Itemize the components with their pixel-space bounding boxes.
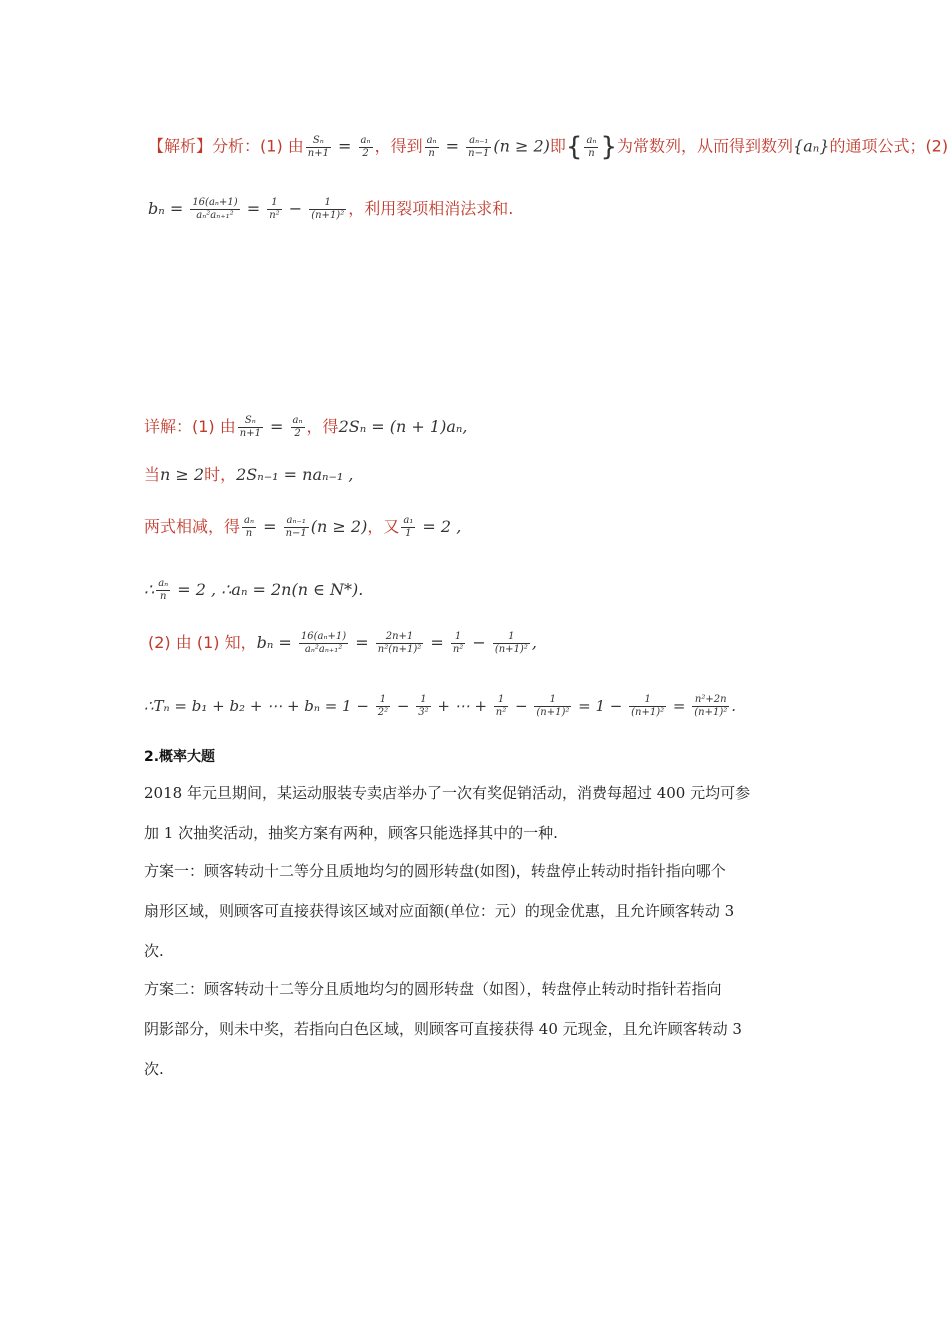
text: 的通项公式；(2) [829, 136, 949, 156]
fraction [306, 135, 331, 160]
numerator: 1 [493, 631, 530, 644]
fraction [359, 135, 373, 160]
numerator: Sₙ [238, 415, 263, 428]
denominator: n [428, 147, 435, 159]
fraction [584, 135, 598, 160]
equals: = [264, 417, 289, 436]
text: 即 [549, 136, 566, 156]
fraction [156, 578, 170, 603]
fraction [284, 515, 309, 540]
therefore-symbol: ∴ [144, 580, 155, 599]
solution-line-1 [144, 414, 467, 440]
denominator: aₙ²aₙ₊₁² [304, 644, 343, 655]
denominator: n²(n+1)² [377, 644, 422, 655]
fraction [309, 197, 346, 222]
paragraph-line: 加 1 次抽奖活动，抽奖方案有两种，顾客只能选择其中的一种. [144, 824, 558, 842]
denominator: n [159, 591, 167, 602]
denominator: 2² [377, 707, 389, 718]
fraction [534, 694, 571, 719]
numerator: Sₙ [306, 135, 331, 148]
fraction [376, 694, 390, 719]
formula: = 2 , ∴aₙ = 2n(n ∈ N*). [172, 580, 364, 599]
solution-line-2 [144, 462, 354, 485]
fraction [291, 415, 305, 440]
fraction [242, 515, 256, 540]
numerator: 1 [416, 694, 430, 707]
text: ，得 [306, 417, 339, 436]
paragraph-line: 次. [144, 1060, 164, 1078]
denominator: 2 [362, 147, 369, 159]
numerator: aₙ [426, 134, 437, 146]
text: 当 [144, 465, 161, 484]
fraction [401, 515, 415, 540]
minus: − [510, 697, 533, 715]
left-brace-icon: { [565, 132, 583, 162]
denominator: (n+1)² [694, 707, 728, 718]
text: ，得到 [374, 136, 423, 156]
denominator: n−1 [285, 528, 307, 539]
equals: = [332, 136, 357, 156]
minus: − [467, 633, 491, 652]
fraction [376, 631, 423, 656]
formula: 2Sₙ = (n + 1)aₙ, [338, 417, 468, 436]
denominator: 1 [405, 528, 412, 539]
fraction [299, 631, 348, 656]
solution-line-5 [148, 630, 537, 656]
formula-lhs: bₙ = [256, 633, 297, 652]
formula: = 1 − [573, 697, 628, 715]
fraction [451, 631, 465, 656]
numerator: aₙ [244, 515, 255, 526]
numerator: 2n+1 [376, 631, 423, 644]
formula: + ⋯ + [432, 697, 492, 715]
fraction [267, 197, 281, 222]
denominator: n² [452, 644, 464, 655]
denominator: (n+1)² [494, 644, 528, 655]
text: ，又 [367, 517, 400, 536]
paragraph-line: 方案一：顾客转动十二等分且质地均匀的圆形转盘(如图)，转盘停止转动时指针指向哪个 [144, 862, 726, 880]
denominator: (n+1)² [311, 210, 345, 221]
denominator: n+1 [239, 428, 261, 439]
fraction [416, 694, 430, 719]
fraction [493, 631, 530, 656]
analysis-line-1 [148, 132, 948, 162]
denominator: n² [269, 210, 280, 221]
text: 时， [204, 465, 237, 484]
denominator: n² [495, 707, 507, 718]
denominator: (n+1)² [536, 707, 570, 718]
analysis-line-2 [148, 196, 513, 222]
text: ，利用裂项相消法求和. [348, 199, 514, 218]
denominator: n [588, 147, 595, 159]
formula: 2Sₙ₋₁ = naₙ₋₁ , [236, 465, 354, 484]
fraction [425, 135, 439, 160]
analysis-tag: 【解析】 [148, 136, 213, 156]
text: (2) 由 (1) 知， [148, 633, 257, 652]
fraction [692, 694, 729, 719]
formula: ∴Tₙ = b₁ + b₂ + ⋯ + bₙ = 1 − [144, 697, 374, 715]
equals: = [440, 136, 465, 156]
minus: − [283, 199, 308, 218]
denominator: n [245, 528, 253, 539]
denominator: 3² [418, 707, 429, 718]
denominator: 2 [294, 428, 301, 439]
numerator: 1 [629, 694, 666, 707]
solution-line-3 [144, 514, 461, 540]
numerator: aₙ₋₁ [466, 135, 491, 148]
text: 分析：(1) 由 [212, 136, 304, 156]
paragraph-line: 2018 年元旦期间，某运动服装专卖店举办了一次有奖促销活动，消费每超过 400 元均可参 [144, 784, 751, 802]
numerator: aₙ₋₁ [284, 515, 309, 528]
numerator: 16(aₙ+1) [300, 631, 347, 642]
numerator: aₙ [586, 134, 597, 146]
solution-line-6 [144, 694, 736, 719]
text: 详解：(1) 由 [144, 417, 236, 436]
fraction [629, 694, 666, 719]
denominator: n−1 [468, 147, 490, 159]
condition: (n ≥ 2) [310, 517, 368, 536]
paragraph-line: 方案二：顾客转动十二等分且质地均匀的圆形转盘（如图），转盘停止转动时指针若指向 [144, 980, 722, 998]
section-heading: 2.概率大题 [144, 749, 216, 765]
condition: (n ≥ 2) [493, 136, 550, 156]
denominator: n+1 [307, 147, 329, 159]
text: 两式相减，得 [144, 517, 241, 536]
fraction [238, 415, 263, 440]
numerator: 1 [309, 197, 346, 210]
numerator: 1 [494, 694, 508, 707]
fraction [190, 197, 239, 222]
equals: = [425, 633, 449, 652]
numerator: aₙ [360, 134, 371, 146]
paragraph-line: 次. [144, 942, 164, 960]
solution-line-4 [144, 578, 363, 603]
right-brace-icon: } [600, 132, 618, 162]
numerator: 1 [376, 694, 390, 707]
formula-lhs: bₙ = [148, 199, 189, 218]
denominator: (n+1)² [631, 707, 665, 718]
denominator: aₙ²aₙ₊₁² [196, 210, 234, 221]
numerator: 1 [534, 694, 571, 707]
numerator: aₙ [158, 578, 169, 589]
period: . [731, 697, 737, 715]
numerator: n²+2n [692, 694, 729, 707]
condition: n ≥ 2 [160, 465, 205, 484]
sequence: {aₙ} [793, 136, 830, 156]
equals: = [668, 697, 691, 715]
numerator: 1 [451, 631, 465, 644]
comma: , [531, 633, 537, 652]
formula: = 2 , [417, 517, 462, 536]
paragraph-line: 阴影部分，则未中奖，若指向白色区域，则顾客可直接获得 40 元现金，且允许顾客转动 3 [144, 1020, 742, 1038]
minus: − [392, 697, 415, 715]
numerator: aₙ [292, 415, 303, 426]
text: 为常数列，从而得到数列 [617, 136, 794, 156]
numerator: 16(aₙ+1) [192, 197, 238, 208]
numerator: a₁ [403, 515, 414, 526]
equals: = [241, 199, 266, 218]
fraction [494, 694, 508, 719]
fraction [466, 135, 491, 160]
paragraph-line: 扇形区域，则顾客可直接获得该区域对应面额(单位：元）的现金优惠，且允许顾客转动 3 [144, 902, 735, 920]
numerator: 1 [267, 197, 281, 210]
equals: = [258, 517, 282, 536]
equals: = [350, 633, 374, 652]
